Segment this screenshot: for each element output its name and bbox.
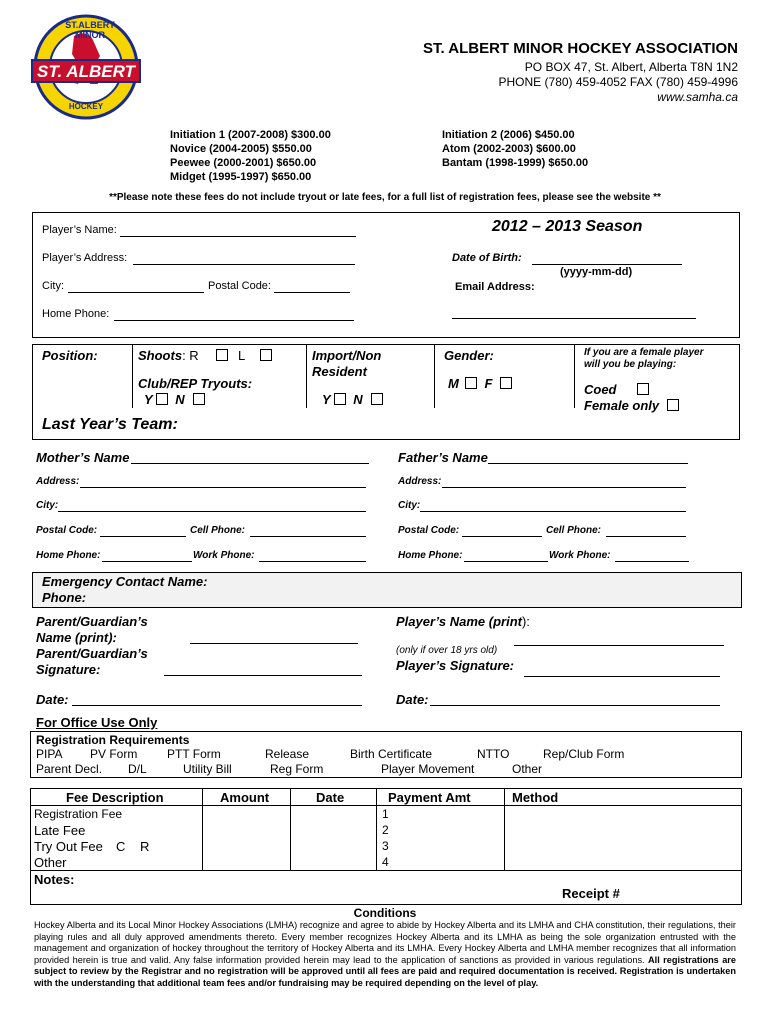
player-name-print-label <box>396 614 530 629</box>
gender-m-checkbox[interactable] <box>465 377 477 389</box>
emergency-phone-label: Phone: <box>42 590 87 605</box>
position-label: Position: <box>42 348 98 363</box>
tryout-r: R <box>140 839 150 854</box>
postal-field[interactable] <box>274 292 350 293</box>
fee-midget: Midget (1995-1997) $650.00 <box>170 171 312 183</box>
gender-label: Gender: <box>444 348 494 363</box>
female-note-line2: will you be playing: <box>584 359 677 370</box>
gender-f-checkbox[interactable] <box>500 377 512 389</box>
guardian-sig-line1: Parent/Guardian’s <box>36 646 148 661</box>
mother-address-field[interactable] <box>80 487 366 488</box>
mother-city-label: City: <box>36 500 59 511</box>
req-ntto: NTTO <box>477 747 510 761</box>
req-pv-form: PV Form <box>90 747 138 761</box>
mother-name-label: Mother’s Name <box>36 450 130 465</box>
row-registration-fee: Registration Fee <box>34 807 123 821</box>
gender-f-label: F <box>484 376 493 391</box>
player-name-print-text: Player’s Name (print <box>396 614 522 629</box>
home-phone-label: Home Phone: <box>42 308 110 320</box>
logo-main-text: ST. ALBERT <box>37 62 135 81</box>
mother-name-field[interactable] <box>131 463 369 464</box>
import-n-checkbox[interactable] <box>371 393 383 405</box>
divider <box>574 344 575 408</box>
player-date-field[interactable] <box>430 705 720 706</box>
req-dl: D/L <box>128 762 147 776</box>
last-year-team-label: Last Year’s Team: <box>42 416 178 433</box>
female-note-line1: If you are a female player <box>584 347 704 358</box>
header-amount: Amount <box>220 790 270 805</box>
father-cell-field[interactable] <box>606 536 686 537</box>
email-label: Email Address: <box>455 281 535 293</box>
conditions-title: Conditions <box>353 906 417 920</box>
guardian-name-line1: Parent/Guardian’s <box>36 614 148 629</box>
female-only-label: Female only <box>584 398 660 413</box>
father-city-field[interactable] <box>420 511 686 512</box>
fee-peewee: Peewee (2000-2001) $650.00 <box>170 157 317 169</box>
logo <box>24 14 148 120</box>
logo-top-text: ST.ALBERT MINOR <box>65 20 115 40</box>
fee-initiation-1: Initiation 1 (2007-2008) $300.00 <box>170 129 331 141</box>
postal-label: Postal Code: <box>208 280 271 292</box>
gender-group <box>448 376 512 391</box>
office-use-title: For Office Use Only <box>36 715 158 730</box>
conditions-bold: All registrations are subject to review by the Registrar and no registration will be approved until all fees are paid and required documentation is received. Registration is undertaken with the understanding that additional team fees and/or fundraising may be required depending on the level of play. <box>34 954 736 988</box>
payment-3: 3 <box>382 839 389 853</box>
guardian-date-field[interactable] <box>72 705 362 706</box>
season-title: 2012 – 2013 Season <box>492 218 643 235</box>
fee-atom: Atom (2002-2003) $600.00 <box>442 143 576 155</box>
father-work-field[interactable] <box>615 561 689 562</box>
row-other: Other <box>34 855 67 870</box>
club-y-label: Y <box>144 392 153 407</box>
conditions-text <box>34 920 736 990</box>
club-n-label: N <box>175 392 185 407</box>
coed-label: Coed <box>584 382 617 397</box>
notes-label: Notes: <box>34 872 75 887</box>
club-tryouts-label: Club/REP Tryouts: <box>138 376 253 391</box>
import-y-checkbox[interactable] <box>334 393 346 405</box>
tryout-c: C <box>116 839 126 854</box>
father-home-label: Home Phone: <box>398 550 463 561</box>
father-name-field[interactable] <box>488 463 688 464</box>
guardian-name-line2: Name (print): <box>36 630 117 645</box>
player-date-label: Date: <box>396 692 429 707</box>
payment-1: 1 <box>382 807 389 821</box>
org-address: PO BOX 47, St. Albert, Alberta T8N 1N2 <box>524 60 738 74</box>
guardian-name-field[interactable] <box>190 643 358 644</box>
coed-checkbox[interactable] <box>637 383 649 395</box>
import-y-label: Y <box>322 392 331 407</box>
over-18-note: (only if over 18 yrs old) <box>396 645 498 656</box>
divider <box>290 788 291 870</box>
home-phone-field[interactable] <box>114 320 354 321</box>
req-rep-club-form: Rep/Club Form <box>543 747 625 761</box>
club-yn-group <box>144 392 205 407</box>
req-release: Release <box>265 747 310 761</box>
female-only-checkbox[interactable] <box>667 399 679 411</box>
father-address-field[interactable] <box>442 487 686 488</box>
mother-cell-label: Cell Phone: <box>190 525 246 536</box>
payment-2: 2 <box>382 823 389 837</box>
gender-m-label: M <box>448 376 459 391</box>
city-field[interactable] <box>68 292 204 293</box>
coed-group <box>584 382 649 397</box>
player-name-label: Player’s Name: <box>42 224 117 236</box>
logo-bottom-text: HOCKEY <box>68 102 104 111</box>
emergency-name-label: Emergency Contact Name: <box>42 574 208 589</box>
fee-initiation-2: Initiation 2 (2006) $450.00 <box>442 129 575 141</box>
org-website[interactable]: www.samha.ca <box>657 90 738 104</box>
shoots-r-label: : R <box>182 348 199 363</box>
female-note <box>584 347 704 371</box>
fees-left <box>170 128 331 184</box>
shoots-group <box>138 348 272 363</box>
req-other: Other <box>512 762 543 776</box>
father-home-field[interactable] <box>464 561 548 562</box>
player-address-field[interactable] <box>133 264 355 265</box>
row-late-fee: Late Fee <box>34 823 86 838</box>
player-signature-label: Player’s Signature: <box>396 658 515 673</box>
header-date: Date <box>316 790 345 805</box>
import-yn-group <box>322 392 383 407</box>
header-fee-description: Fee Description <box>66 790 164 805</box>
player-name-print-field[interactable] <box>514 645 724 646</box>
divider <box>30 805 742 806</box>
req-pipa: PIPA <box>36 747 63 761</box>
payment-4: 4 <box>382 855 389 869</box>
player-name-field[interactable] <box>120 236 356 237</box>
divider <box>504 788 505 870</box>
father-name-label: Father’s Name <box>398 450 488 465</box>
import-label-line2: Resident <box>312 364 367 379</box>
receipt-label: Receipt # <box>562 886 620 901</box>
req-utility-bill: Utility Bill <box>183 762 232 776</box>
guardian-sig-line2: Signature: <box>36 662 101 677</box>
req-ptt-form: PTT Form <box>167 747 221 761</box>
header-payment-amt: Payment Amt <box>388 790 471 805</box>
row-tryout-fee: Try Out Fee <box>34 839 103 854</box>
shoots-label: Shoots <box>138 348 183 363</box>
mother-home-label: Home Phone: <box>36 550 101 561</box>
shoots-r-checkbox[interactable] <box>216 349 228 361</box>
req-birth-certificate: Birth Certificate <box>350 747 433 761</box>
mother-home-field[interactable] <box>102 561 192 562</box>
club-n-checkbox[interactable] <box>193 393 205 405</box>
fee-note: **Please note these fees do not include tryout or late fees, for a full list of registration fees, please see the website ** <box>109 192 661 203</box>
org-phone: PHONE (780) 459-4052 FAX (780) 459-4996 <box>498 75 738 89</box>
import-n-label: N <box>353 392 363 407</box>
father-postal-field[interactable] <box>462 536 542 537</box>
mother-postal-label: Postal Code: <box>36 525 98 536</box>
mother-work-field[interactable] <box>259 561 366 562</box>
divider <box>434 344 435 408</box>
guardian-signature-field[interactable] <box>164 675 362 676</box>
import-label-line1: Import/Non <box>312 348 382 363</box>
father-postal-label: Postal Code: <box>398 525 460 536</box>
registration-requirements-title: Registration Requirements <box>36 733 190 747</box>
mother-cell-field[interactable] <box>250 536 366 537</box>
shoots-l-label: L <box>237 348 245 363</box>
req-player-movement: Player Movement <box>381 762 475 776</box>
req-reg-form: Reg Form <box>270 762 324 776</box>
mother-work-label: Work Phone: <box>193 550 255 561</box>
import-label <box>312 348 381 380</box>
father-work-label: Work Phone: <box>549 550 611 561</box>
mother-postal-field[interactable] <box>100 536 186 537</box>
mother-address-label: Address: <box>36 476 80 487</box>
org-title: ST. ALBERT MINOR HOCKEY ASSOCIATION <box>422 40 738 57</box>
dob-label: Date of Birth: <box>452 252 522 264</box>
req-parent-decl: Parent Decl. <box>36 762 103 776</box>
guardian-name-label <box>36 614 148 678</box>
divider <box>306 344 307 408</box>
shoots-l-checkbox[interactable] <box>260 349 272 361</box>
conditions-body: Hockey Alberta and its Local Minor Hockey Associations (LMHA) recognize and agree to abide by Hockey Alberta and its LMHA and CHA constitution, their regulations, their playing rules and all duly approved amendments thereto. Every member recognizes Hockey Alberta and its LMHA as being the sole organization entrusted with the management and organization of hockey throughout the territory of Hockey Alberta and its LMHA. Every Hockey Alberta and LMHA member recognizes that all information provided herein is true and valid. Any false information provided herein may lead to the application of sanctions as provided in various regulations. <box>34 920 736 965</box>
header-method: Method <box>512 790 559 805</box>
divider <box>132 344 133 408</box>
female-only-group <box>584 398 679 413</box>
father-address-label: Address: <box>398 476 442 487</box>
dob-format: (yyyy-mm-dd) <box>560 266 633 278</box>
club-y-checkbox[interactable] <box>156 393 168 405</box>
city-label: City: <box>42 280 64 292</box>
player-name-print-end: ): <box>521 614 530 629</box>
fees-right <box>442 128 588 170</box>
guardian-date-label: Date: <box>36 692 69 707</box>
fee-novice: Novice (2004-2005) $550.00 <box>170 143 312 155</box>
player-signature-field[interactable] <box>524 676 720 677</box>
mother-city-field[interactable] <box>58 511 366 512</box>
father-city-label: City: <box>398 500 421 511</box>
divider <box>30 870 742 871</box>
divider <box>202 788 203 870</box>
dob-field[interactable] <box>532 264 682 265</box>
father-cell-label: Cell Phone: <box>546 525 602 536</box>
email-field[interactable] <box>452 318 696 319</box>
fee-bantam: Bantam (1998-1999) $650.00 <box>442 157 589 169</box>
player-address-label: Player’s Address: <box>42 252 128 264</box>
divider <box>376 788 377 870</box>
